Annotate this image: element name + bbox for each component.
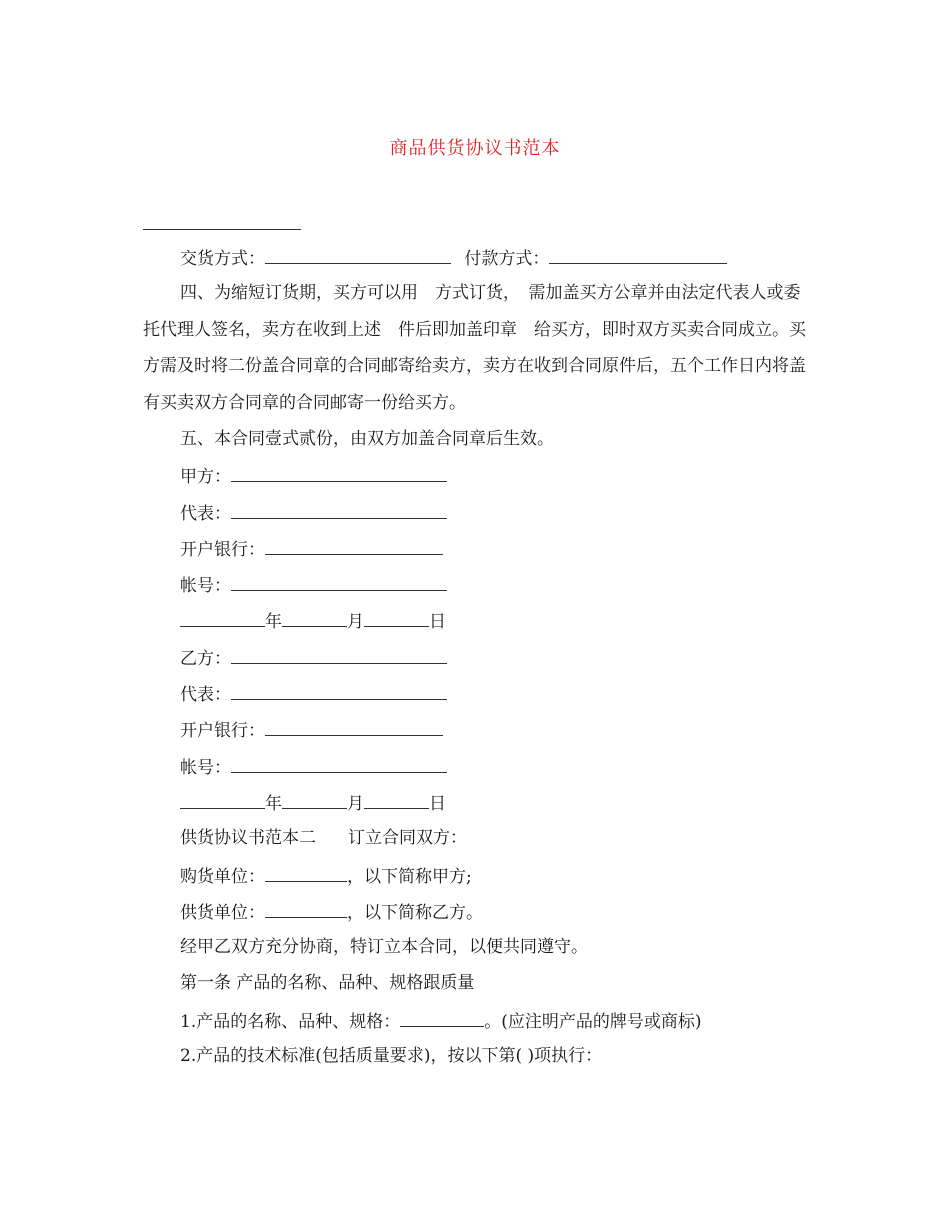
day-label: 日 xyxy=(429,612,446,632)
month-blank xyxy=(282,609,347,627)
party-b-rep-blank xyxy=(231,682,447,700)
delivery-blank xyxy=(265,246,451,264)
party-a-line xyxy=(180,464,447,488)
year-label: 年 xyxy=(265,612,282,632)
item-1-blank xyxy=(400,1009,484,1027)
payment-blank xyxy=(549,246,727,264)
party-b-account-label: 帐号： xyxy=(180,758,231,778)
year-label: 年 xyxy=(265,794,282,814)
day-blank xyxy=(364,609,429,627)
item-1-line xyxy=(180,1009,702,1033)
top-rule xyxy=(143,229,301,230)
party-b-bank-blank xyxy=(265,718,443,736)
party-b-date-line xyxy=(180,791,446,815)
supplier-blank xyxy=(265,900,347,918)
article-1: 第一条 产品的名称、品种、规格跟质量 xyxy=(180,973,475,993)
sample2-heading xyxy=(180,827,467,849)
party-a-blank xyxy=(231,464,447,482)
intro-line: 经甲乙双方充分协商，特订立本合同，以便共同遵守。 xyxy=(180,937,588,957)
year-blank xyxy=(180,609,265,627)
party-a-account-line xyxy=(180,573,447,597)
month-blank xyxy=(282,791,347,809)
sample2-parties: 订立合同双方： xyxy=(348,828,467,848)
day-label: 日 xyxy=(429,794,446,814)
month-label: 月 xyxy=(347,794,364,814)
party-b-rep-label: 代表： xyxy=(180,685,231,705)
supplier-line xyxy=(180,900,483,924)
party-a-date-line xyxy=(180,609,446,633)
party-a-rep-line xyxy=(180,501,447,525)
party-a-rep-blank xyxy=(231,501,447,519)
party-a-rep-label: 代表： xyxy=(180,504,231,524)
party-a-label: 甲方： xyxy=(180,467,231,487)
buyer-line xyxy=(180,864,472,888)
party-b-line xyxy=(180,646,447,670)
item-1-label: 1.产品的名称、品种、规格： xyxy=(180,1012,401,1032)
payment-label: 付款方式： xyxy=(464,249,550,269)
year-blank xyxy=(180,791,265,809)
supplier-label: 供货单位： xyxy=(180,903,265,923)
buyer-suffix: ，以下简称甲方; xyxy=(347,867,472,887)
party-b-bank-line xyxy=(180,718,443,742)
party-b-blank xyxy=(231,646,447,664)
clause-4: 四、为缩短订货期，买方可以用 方式订货， 需加盖买方公章并由法定代表人或委托代理人签名，卖方在收到上述 件后即加盖印章 给买方，即时双方买卖合同成立。买方需及时将二份盖合同章的合同邮寄给卖方，卖方在收到合同原件后，五个工作日内将盖有买卖双方合同章的合同邮寄一份给买方。 xyxy=(143,283,806,413)
party-a-account-label: 帐号： xyxy=(180,576,231,596)
document-title: 商品供货协议书范本 xyxy=(389,138,561,159)
month-label: 月 xyxy=(347,612,364,632)
delivery-label: 交货方式： xyxy=(180,249,265,269)
party-b-bank-label: 开户银行： xyxy=(180,721,265,741)
party-a-bank-label: 开户银行： xyxy=(180,540,265,560)
buyer-blank xyxy=(265,864,347,882)
sample2-title: 供货协议书范本二 xyxy=(180,828,316,848)
party-a-bank-blank xyxy=(265,537,443,555)
item-2-line: 2.产品的技术标准(包括质量要求)，按以下第( )项执行： xyxy=(180,1046,603,1066)
party-a-account-blank xyxy=(231,573,447,591)
party-b-rep-line xyxy=(180,682,447,706)
clause-5: 五、本合同壹式贰份，由双方加盖合同章后生效。 xyxy=(180,429,554,449)
party-b-account-blank xyxy=(231,755,447,773)
buyer-label: 购货单位： xyxy=(180,867,265,887)
supplier-suffix: ，以下简称乙方。 xyxy=(347,903,483,923)
delivery-line xyxy=(180,246,727,270)
party-a-bank-line xyxy=(180,537,443,561)
party-b-account-line xyxy=(180,755,447,779)
item-1-suffix: 。(应注明产品的牌号或商标) xyxy=(484,1012,702,1032)
party-b-label: 乙方： xyxy=(180,649,231,669)
day-blank xyxy=(364,791,429,809)
